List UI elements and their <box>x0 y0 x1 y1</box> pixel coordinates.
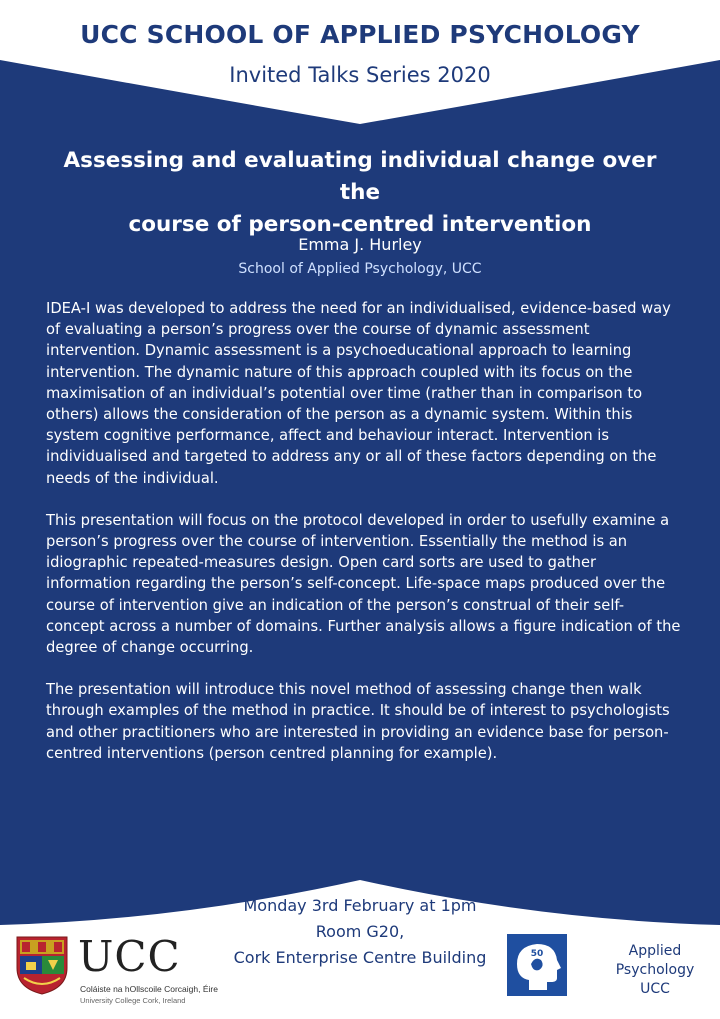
event-date: Monday 3rd February at 1pm <box>243 896 477 915</box>
abstract-paragraph-1: IDEA-I was developed to address the need for an individualised, evidence-based way of evaluating a person’s progress over the course of dynamic assessment intervention. Dynamic assessment is a psychoeducational approach to learning intervention. The dynamic nature of this approach coupled with its focus on the maximisation of an individual’s potential over time (rather than in comparison to others) allows the consideration of the person as a dynamic system. Within this system cognitive performance, affect and behaviour interact. Intervention is individualised and targeted to address any or all of these factors depending on the needs of the individual. <box>46 300 671 487</box>
event-building: Cork Enterprise Centre Building <box>233 948 487 967</box>
school-title: UCC SCHOOL OF APPLIED PSYCHOLOGY <box>80 20 640 49</box>
talk-title <box>40 145 680 241</box>
anniversary-number: 50 <box>530 949 544 959</box>
ap-logo-line-3: UCC <box>640 981 670 997</box>
abstract <box>46 298 682 785</box>
ucc-english-name: University College Cork, Ireland <box>80 996 186 1005</box>
applied-psychology-logo <box>600 942 710 999</box>
talk-title-line-2: course of person-centred intervention <box>128 212 592 237</box>
ucc-crest-icon <box>14 934 70 996</box>
ucc-irish-name: Coláiste na hOllscoile Corcaigh, Éire <box>80 984 218 994</box>
ap-logo-line-2: Psychology <box>615 962 695 978</box>
ucc-wordmark: UCC <box>78 932 181 981</box>
abstract-paragraph-3: The presentation will introduce this novel method of assessing change then walk through examples of the method in practice. It should be of interest to psychologists and other practitioners who are interested in providing an evidence base for person-centred interventions (person centred planning for example). <box>46 681 670 762</box>
series-subtitle: Invited Talks Series 2020 <box>229 63 491 87</box>
talk-title-line-1: Assessing and evaluating individual change over the <box>63 148 657 205</box>
event-details <box>200 893 520 971</box>
abstract-paragraph-2: This presentation will focus on the protocol developed in order to usefully examine a person’s progress over the course of intervention. Essentially the method is an idiographic repeated-measures design. Open card sorts are used to gather information regarding the person’s self-concept. Life-space maps produced over the course of intervention give an indication of the person’s construal of their self-concept across a number of domains. Further analysis allows a figure indication of the degree of change occurring. <box>46 511 681 657</box>
ap-logo-line-1: Applied <box>628 943 682 959</box>
speaker-name: Emma J. Hurley <box>298 235 422 254</box>
event-room: Room G20, <box>315 922 405 941</box>
speaker-affiliation: School of Applied Psychology, UCC <box>238 261 482 277</box>
psychology-50-years-logo-icon <box>507 934 567 996</box>
